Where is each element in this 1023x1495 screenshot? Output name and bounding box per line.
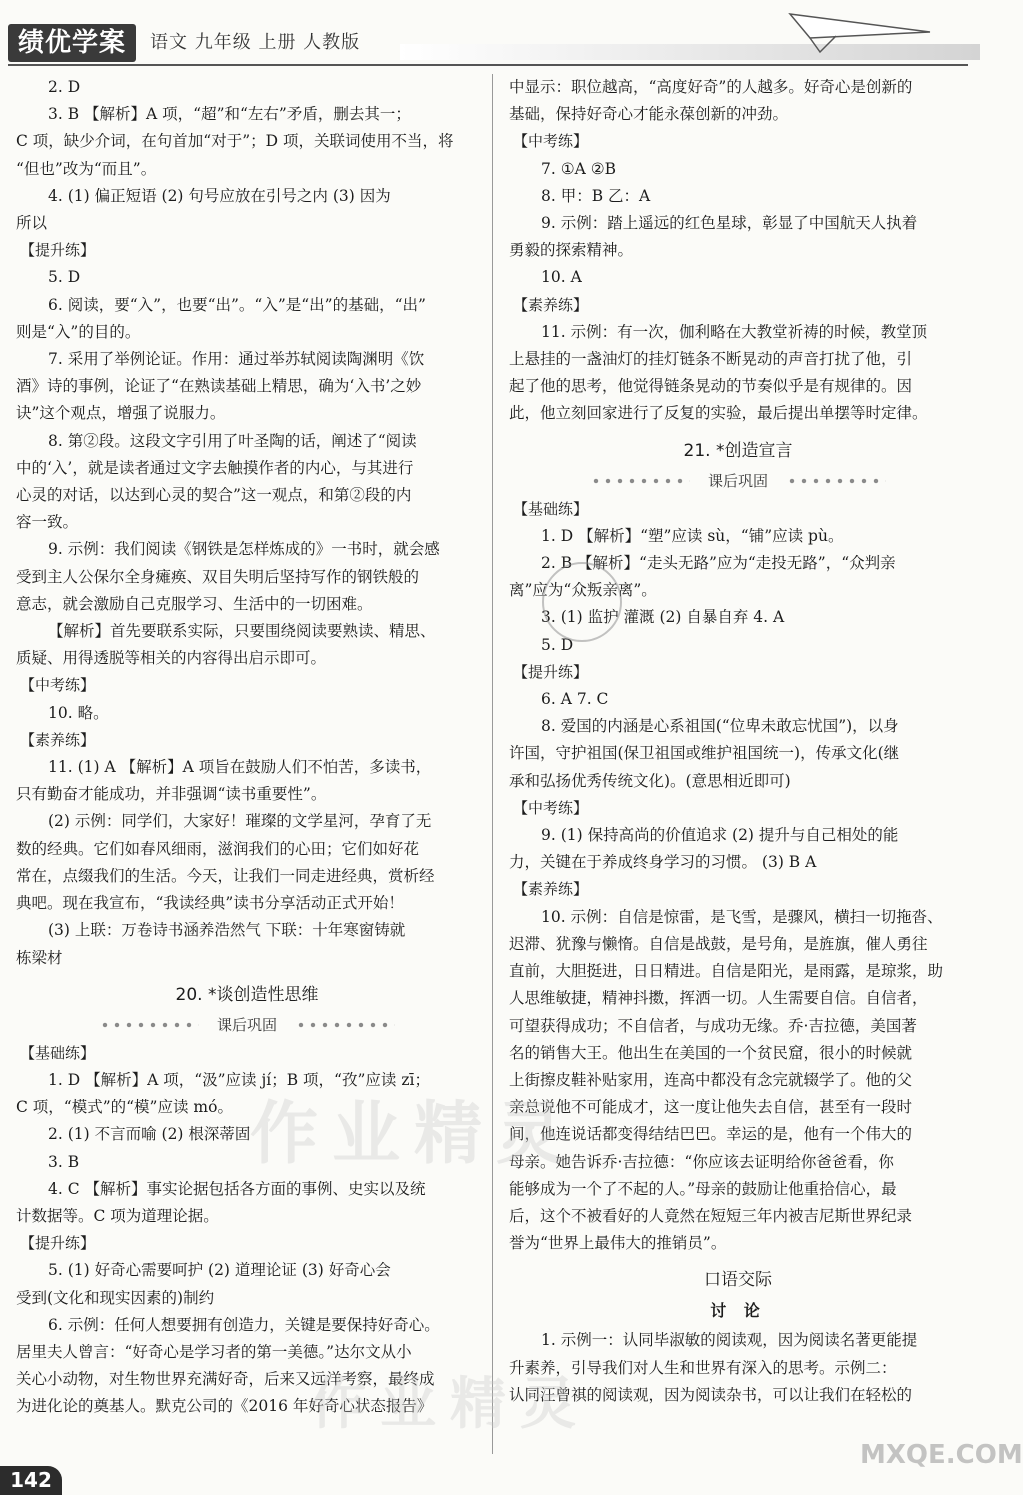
answer-line: 受到(文化和现实因素的)制约 xyxy=(16,1288,215,1307)
answer-line: 2. (1) 不言而喻 (2) 根深蒂固 xyxy=(48,1125,251,1144)
answer-line: 9. 示例：踏上遥远的红色星球，彰显了中国航天人执着 xyxy=(541,214,918,233)
brand-logo: 绩优学案 xyxy=(8,24,136,62)
answer-line: 基础，保持好奇心才能永葆创新的冲劲。 xyxy=(509,105,789,124)
dotted-ornament xyxy=(99,1022,199,1028)
exercise-section-label: 【提升练】 xyxy=(20,1234,96,1253)
answer-line: 典吧。现在我宣布，“我读经典”读书分享活动正式开始！ xyxy=(16,894,404,913)
answer-line: 关心小动物，对生物世界充满好奇，后来又远洋考察，最终成 xyxy=(16,1370,435,1389)
answer-line: (2) 示例：同学们，大家好！璀璨的文学星河，孕育了无 xyxy=(48,812,432,831)
answer-line: 间，他连说话都变得结结巴巴。幸运的是，他有一个伟大的 xyxy=(509,1125,913,1144)
answer-line: 10. 略。 xyxy=(48,703,109,722)
answer-line: 承和弘扬优秀传统文化)。(意思相近即可) xyxy=(509,771,791,790)
answer-line: 10. A xyxy=(541,268,582,287)
exercise-section-label: 【素养练】 xyxy=(513,295,589,314)
answer-line: 9. (1) 保持高尚的价值追求 (2) 提升与自己相处的能 xyxy=(541,826,899,845)
answer-line: 则是“入”的目的。 xyxy=(16,322,141,341)
answer-line: 母亲。她告诉乔·吉拉德：“你应该去证明给你爸爸看，你 xyxy=(509,1152,894,1171)
answer-line: (3) 上联：万卷诗书涵养浩然气 下联：十年寒窗铸就 xyxy=(48,921,406,940)
answer-line: 居里夫人曾言：“好奇心是学习者的第一美德。”达尔文从小 xyxy=(16,1342,412,1361)
answer-line: 10. 示例：自信是惊雷，是飞雪，是骤风，横扫一切拖沓、 xyxy=(541,907,943,926)
answer-line: 6. A 7. C xyxy=(541,690,609,709)
exercise-section-label: 【素养练】 xyxy=(513,880,589,899)
answer-line: 意志，就会激励自己克服学习、生活中的一切困难。 xyxy=(16,594,373,613)
answer-line: 许国，守护祖国(保卫祖国或维护祖国统一)，传承文化(继 xyxy=(509,744,900,763)
exercise-section-label: 【中考练】 xyxy=(20,676,96,695)
answer-line: 1. 示例一：认同毕淑敏的阅读观，因为阅读名著更能提 xyxy=(541,1331,918,1350)
topic-heading: 讨 论 xyxy=(710,1301,766,1321)
exercise-section-label: 【素养练】 xyxy=(20,730,96,749)
answer-line: 11. 示例：有一次，伽利略在大教堂祈祷的时候，教堂顶 xyxy=(541,322,928,341)
section-title: 21. *创造宣言 xyxy=(683,440,793,461)
answer-line: C 项，缺少介词，在句首加“对于”；D 项，关联词使用不当，将 xyxy=(16,132,454,151)
answer-line: 7. ①A ②B xyxy=(541,159,617,178)
answer-line: 迟滞、犹豫与懒惰。自信是战鼓，是号角，是旌旗，催人勇往 xyxy=(509,934,928,953)
answer-line: 名的销售大王。他出生在美国的一个贫民窟，很小的时候就 xyxy=(509,1043,913,1062)
answer-line: 升素养，引导我们对人生和世界有深入的思考。示例二： xyxy=(509,1358,897,1377)
answer-line: 心灵的对话，以达到心灵的契合”这一观点，和第②段的内 xyxy=(16,486,412,505)
answer-line: 上悬挂的一盏油灯的挂灯链条不断晃动的声音打扰了他，引 xyxy=(509,350,913,369)
answer-line: 6. 阅读，要“入”，也要“出”。“入”是“出”的基础，“出” xyxy=(48,295,426,314)
answer-line: 3. B xyxy=(48,1152,80,1171)
subject-info: 语文 九年级 上册 人教版 xyxy=(150,32,361,53)
answer-line: 9. 示例：我们阅读《钢铁是怎样炼成的》一书时，就会感 xyxy=(48,540,440,559)
page-number: 142 xyxy=(0,1466,62,1495)
exercise-section-label: 【中考练】 xyxy=(513,798,589,817)
answer-line: 8. 第②段。这段文字引用了叶圣陶的话，阐述了“阅读 xyxy=(48,431,417,450)
stamp-seal xyxy=(542,562,622,642)
subsection-heading xyxy=(16,1010,478,1040)
paper-plane-icon xyxy=(790,10,930,56)
answer-line: 后，这个不被看好的人竟然在短短三年内被吉尼斯世界纪录 xyxy=(509,1206,913,1225)
answer-line: 1. D 【解析】“塑”应读 sù，“铺”应读 pù。 xyxy=(541,526,844,545)
header-rule xyxy=(8,64,968,66)
answer-line: 容一致。 xyxy=(16,513,79,532)
site-watermark: MXQE.COM xyxy=(860,1440,1023,1470)
exercise-section-label: 【提升练】 xyxy=(20,241,96,260)
answer-line: 所以 xyxy=(16,214,48,233)
exercise-section-label: 【基础练】 xyxy=(20,1043,96,1062)
section-title: 20. *谈创造性思维 xyxy=(175,984,319,1005)
watermark-text-lower: 作业精灵 xyxy=(310,1372,590,1437)
answer-line: 亲总说他不可能成才，这一度让他失去自信，甚至有一段时 xyxy=(509,1098,913,1117)
answer-line: 人思维敏捷，精神抖擞，挥洒一切。人生需要自信。自信者， xyxy=(509,989,928,1008)
answer-line: 5. D xyxy=(541,635,574,654)
answer-line: 8. 甲：B 乙：A xyxy=(541,186,651,205)
answer-line: 受到主人公保尔全身瘫痪、双目失明后坚持写作的钢铁般的 xyxy=(16,567,420,586)
answer-line: 质疑、用得透脱等相关的内容得出启示即可。 xyxy=(16,649,327,668)
dotted-ornament xyxy=(786,478,886,484)
answer-line: 常在，点缀我们的生活。今天，让我们一同走进经典，赏析经 xyxy=(16,866,435,885)
answer-line: 为进化论的奠基人。默克公司的《2016 年好奇心状态报告》 xyxy=(16,1397,433,1416)
answer-line: 栋梁材 xyxy=(16,948,63,967)
answer-line: 力，关键在于养成终身学习的习惯。 (3) B A xyxy=(509,853,817,872)
answer-line: 【解析】首先要联系实际，只要围绕阅读要熟读、精思、 xyxy=(48,622,436,641)
answer-line: 1. D 【解析】A 项，“汲”应读 jí；B 项，“孜”应读 zī； xyxy=(48,1070,430,1089)
answer-line: 8. 爱国的内涵是心系祖国(“位卑未敢忘忧国”)，以身 xyxy=(541,717,899,736)
answer-line: 直前，大胆挺进，日日精进。自信是阳光，是雨露，是琼浆，助 xyxy=(509,962,944,981)
answer-line: 酒》诗的事例，论证了“在熟读基础上精思，确为‘入书’之妙 xyxy=(16,377,422,396)
answer-line: 7. 采用了举例论证。作用：通过举苏轼阅读陶渊明《饮 xyxy=(48,350,425,369)
answer-line: 数的经典。它们如春风细雨，滋润我们的心田；它们如好花 xyxy=(16,839,420,858)
page-header xyxy=(0,0,1000,66)
answer-line: 诀”这个观点，增强了说服力。 xyxy=(16,404,226,423)
subsection-label: 课后巩固 xyxy=(216,1015,277,1034)
answer-line: 2. B 【解析】“走头无路”应为“走投无路”，“众判亲 xyxy=(541,554,896,573)
answer-line: 5. (1) 好奇心需要呵护 (2) 道理论证 (3) 好奇心会 xyxy=(48,1261,391,1280)
answer-line: 能够成为一个了不起的人。”母亲的鼓励让他重拾信心，最 xyxy=(509,1179,897,1198)
answer-line: 3. B 【解析】A 项，“超”和“左右”矛盾，删去其一； xyxy=(48,105,411,124)
watermark-text: 作业精灵 xyxy=(250,1095,579,1174)
answer-line: 离”应为“众叛亲离”。 xyxy=(509,581,657,600)
answer-line: 中显示：职位越高，“高度好奇”的人越多。好奇心是创新的 xyxy=(509,78,913,96)
answer-line: 4. (1) 偏正短语 (2) 句号应放在引号之内 (3) 因为 xyxy=(48,186,391,205)
answer-line: 3. (1) 监护 灌溉 (2) 自暴自弃 4. A xyxy=(541,608,785,627)
answer-line: 计数据等。C 项为道理论据。 xyxy=(16,1206,219,1225)
exercise-section-label: 【提升练】 xyxy=(513,662,589,681)
left-column xyxy=(16,74,478,1421)
answer-line: 中的‘入’，就是读者通过文字去触摸作者的内心，与其进行 xyxy=(16,458,414,477)
section-title: 口语交际 xyxy=(704,1270,772,1291)
answer-line: C 项，“模式”的“模”应读 mó。 xyxy=(16,1098,233,1117)
answer-line: 只有勤奋才能成功，并非强调“读书重要性”。 xyxy=(16,785,327,804)
answer-line: “但也”改为“而且”。 xyxy=(16,159,157,178)
answer-line: 4. C 【解析】事实论据包括各方面的事例、史实以及统 xyxy=(48,1179,426,1198)
answer-line: 2. D xyxy=(48,78,81,96)
column-divider xyxy=(492,74,493,1454)
exercise-section-label: 【基础练】 xyxy=(513,499,589,518)
answer-line: 11. (1) A 【解析】A 项旨在鼓励人们不怕苦，多读书， xyxy=(48,758,432,777)
dotted-ornament xyxy=(295,1022,395,1028)
answer-line: 6. 示例：任何人想要拥有创造力，关键是要保持好奇心。 xyxy=(48,1315,440,1334)
answer-line: 上街擦皮鞋补贴家用，连高中都没有念完就辍学了。他的父 xyxy=(509,1070,913,1089)
answer-line: 此，他立刻回家进行了反复的实验，最后提出单摆等时定律。 xyxy=(509,404,928,423)
answer-line: 起了他的思考，他觉得链条晃动的节奏似乎是有规律的。因 xyxy=(509,377,913,396)
answer-line: 勇毅的探索精神。 xyxy=(509,241,634,260)
exercise-section-label: 【中考练】 xyxy=(513,132,589,151)
subsection-label: 课后巩固 xyxy=(707,471,768,490)
answer-line: 誉为“世界上最伟大的推销员”。 xyxy=(509,1234,727,1253)
answer-line: 5. D xyxy=(48,268,81,287)
dotted-ornament xyxy=(590,478,690,484)
answer-line: 认同汪曾祺的阅读观，因为阅读杂书，可以让我们在轻松的 xyxy=(509,1385,913,1404)
right-column xyxy=(509,74,967,1409)
answer-line: 可望获得成功；不自信者，与成功无缘。乔·吉拉德，美国著 xyxy=(509,1016,917,1035)
subsection-heading xyxy=(509,466,967,496)
